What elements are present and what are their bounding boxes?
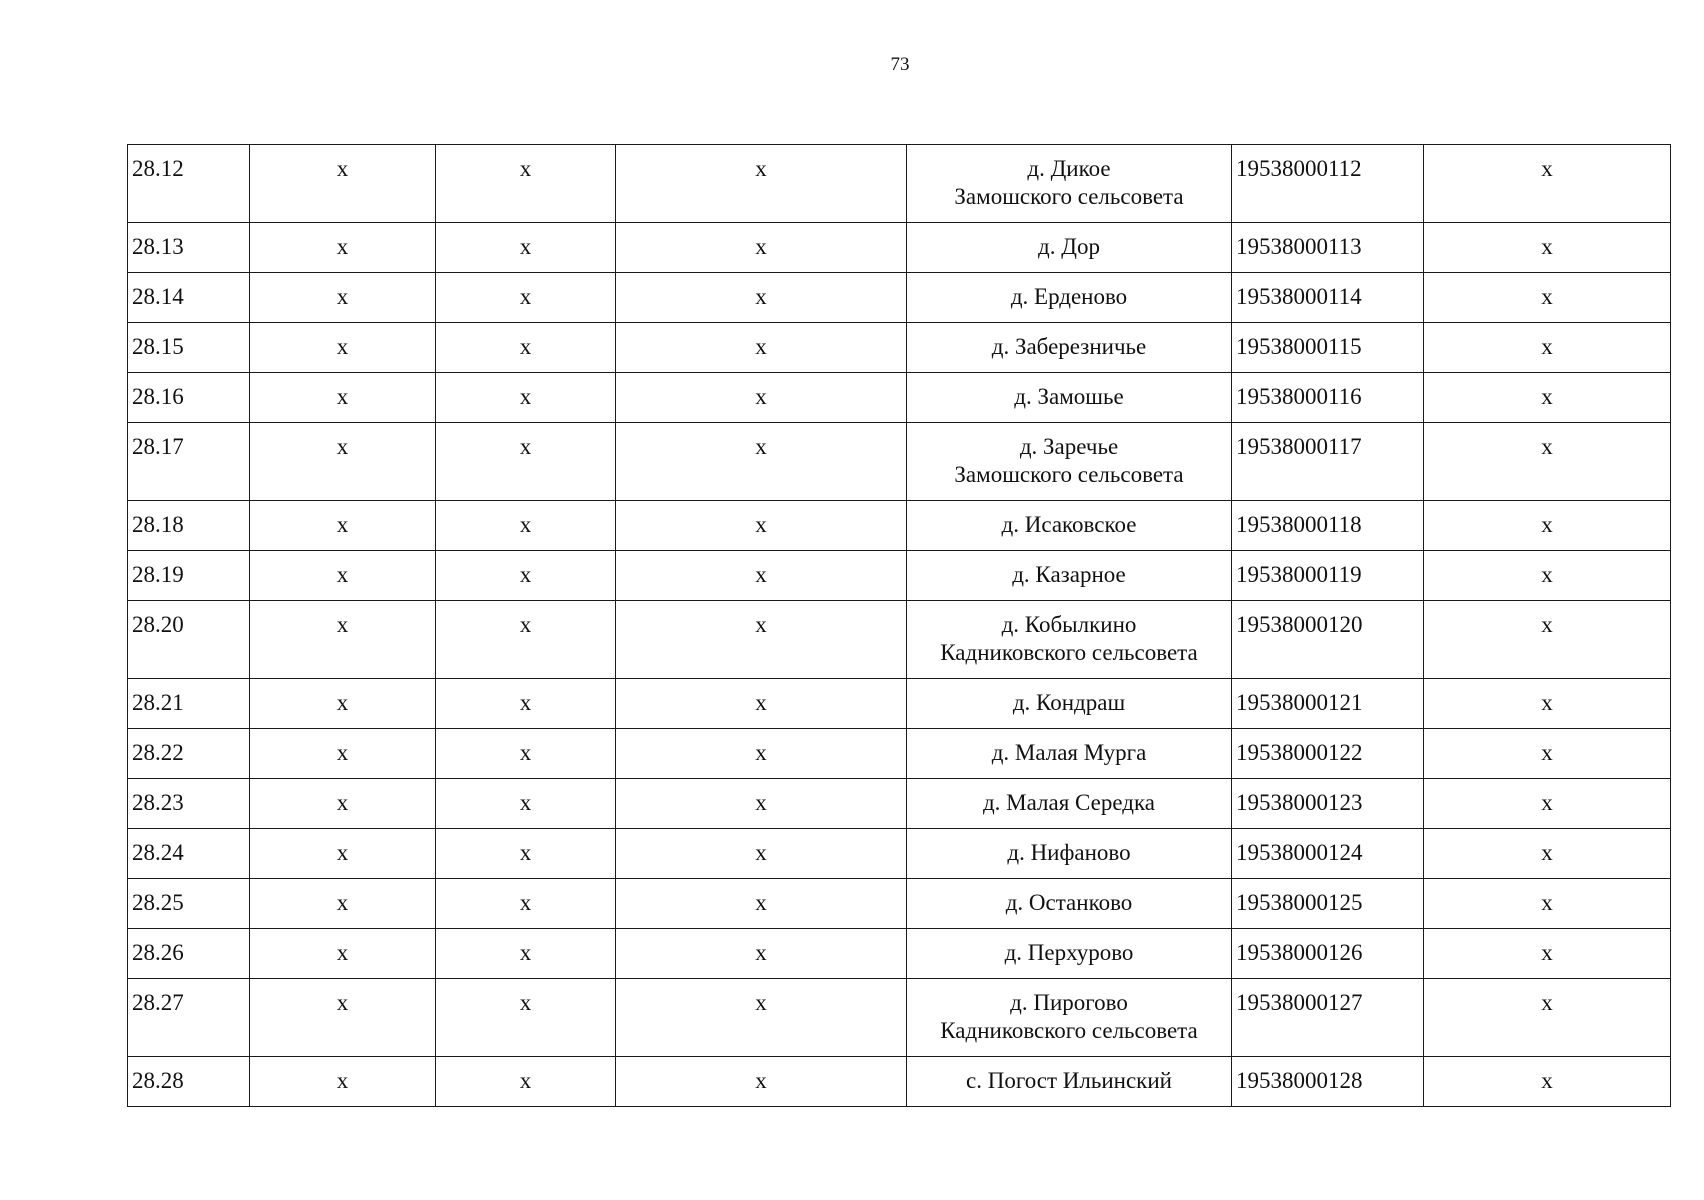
cell-x: x <box>616 551 907 601</box>
cell-x: x <box>250 879 436 929</box>
table-row <box>128 979 1671 1057</box>
cell-x: x <box>436 779 616 829</box>
cell-x: x <box>1424 551 1671 601</box>
table-row <box>128 929 1671 979</box>
settlement-name: с. Погост Ильинский <box>907 1057 1232 1107</box>
cell-x: x <box>436 679 616 729</box>
cell-x: x <box>436 273 616 323</box>
settlement-name: д. Кондраш <box>907 679 1232 729</box>
oktmo-code: 19538000116 <box>1232 373 1424 423</box>
cell-x: x <box>616 929 907 979</box>
row-number: 28.20 <box>128 601 250 679</box>
row-number: 28.23 <box>128 779 250 829</box>
oktmo-code: 19538000120 <box>1232 601 1424 679</box>
cell-x: x <box>1424 879 1671 929</box>
cell-x: x <box>436 423 616 501</box>
table-row <box>128 551 1671 601</box>
cell-x: x <box>616 679 907 729</box>
settlement-name: д. Дор <box>907 223 1232 273</box>
cell-x: x <box>436 829 616 879</box>
cell-x: x <box>436 323 616 373</box>
row-number: 28.15 <box>128 323 250 373</box>
settlement-name: д. Останково <box>907 879 1232 929</box>
row-number: 28.24 <box>128 829 250 879</box>
table-row <box>128 145 1671 223</box>
cell-x: x <box>616 323 907 373</box>
row-number: 28.18 <box>128 501 250 551</box>
cell-x: x <box>1424 779 1671 829</box>
cell-x: x <box>250 423 436 501</box>
cell-x: x <box>250 145 436 223</box>
oktmo-code: 19538000124 <box>1232 829 1424 879</box>
table-row <box>128 373 1671 423</box>
cell-x: x <box>616 829 907 879</box>
table-row <box>128 323 1671 373</box>
cell-x: x <box>250 323 436 373</box>
oktmo-code: 19538000113 <box>1232 223 1424 273</box>
oktmo-code: 19538000119 <box>1232 551 1424 601</box>
row-number: 28.22 <box>128 729 250 779</box>
oktmo-code: 19538000126 <box>1232 929 1424 979</box>
oktmo-code: 19538000127 <box>1232 979 1424 1057</box>
cell-x: x <box>1424 145 1671 223</box>
table-row <box>128 729 1671 779</box>
cell-x: x <box>250 929 436 979</box>
cell-x: x <box>250 679 436 729</box>
cell-x: x <box>616 423 907 501</box>
settlement-name-cell <box>907 979 1232 1057</box>
settlement-name: д. Перхурово <box>907 929 1232 979</box>
cell-x: x <box>436 601 616 679</box>
cell-x: x <box>250 1057 436 1107</box>
cell-x: x <box>436 879 616 929</box>
settlement-name: д. Малая Середка <box>907 779 1232 829</box>
oktmo-code: 19538000125 <box>1232 879 1424 929</box>
cell-x: x <box>1424 1057 1671 1107</box>
cell-x: x <box>1424 273 1671 323</box>
settlement-council: Замошского сельсовета <box>954 184 1184 209</box>
cell-x: x <box>1424 679 1671 729</box>
settlement-name: д. Заберезничье <box>907 323 1232 373</box>
cell-x: x <box>616 373 907 423</box>
cell-x: x <box>1424 929 1671 979</box>
cell-x: x <box>436 979 616 1057</box>
table-row <box>128 679 1671 729</box>
cell-x: x <box>1424 323 1671 373</box>
row-number: 28.26 <box>128 929 250 979</box>
table-row <box>128 779 1671 829</box>
settlement-council: Кадниковского сельсовета <box>940 1018 1198 1043</box>
settlement-name: д. Нифаново <box>907 829 1232 879</box>
cell-x: x <box>616 501 907 551</box>
table-row <box>128 829 1671 879</box>
oktmo-code: 19538000123 <box>1232 779 1424 829</box>
settlement-name: д. Ерденово <box>907 273 1232 323</box>
cell-x: x <box>616 1057 907 1107</box>
settlement-council: Замошского сельсовета <box>954 462 1184 487</box>
settlement-name: д. Дикое <box>1027 156 1111 181</box>
cell-x: x <box>436 223 616 273</box>
table-row <box>128 273 1671 323</box>
oktmo-code: 19538000117 <box>1232 423 1424 501</box>
cell-x: x <box>1424 373 1671 423</box>
settlement-name: д. Казарное <box>907 551 1232 601</box>
cell-x: x <box>250 373 436 423</box>
table-row <box>128 1057 1671 1107</box>
cell-x: x <box>1424 423 1671 501</box>
cell-x: x <box>250 779 436 829</box>
settlement-name: д. Малая Мурга <box>907 729 1232 779</box>
cell-x: x <box>250 601 436 679</box>
table-row <box>128 501 1671 551</box>
row-number: 28.14 <box>128 273 250 323</box>
row-number: 28.17 <box>128 423 250 501</box>
cell-x: x <box>436 373 616 423</box>
settlements-table <box>127 144 1671 1107</box>
oktmo-code: 19538000115 <box>1232 323 1424 373</box>
settlement-name-cell <box>907 601 1232 679</box>
cell-x: x <box>436 929 616 979</box>
table-row <box>128 601 1671 679</box>
cell-x: x <box>436 551 616 601</box>
cell-x: x <box>436 729 616 779</box>
table-body <box>128 145 1671 1107</box>
oktmo-code: 19538000121 <box>1232 679 1424 729</box>
settlement-name: д. Замошье <box>907 373 1232 423</box>
cell-x: x <box>1424 501 1671 551</box>
cell-x: x <box>616 145 907 223</box>
cell-x: x <box>250 223 436 273</box>
settlement-name: д. Пирогово <box>1010 990 1128 1015</box>
oktmo-code: 19538000122 <box>1232 729 1424 779</box>
cell-x: x <box>250 829 436 879</box>
row-number: 28.27 <box>128 979 250 1057</box>
settlement-name-cell <box>907 423 1232 501</box>
cell-x: x <box>616 729 907 779</box>
oktmo-code: 19538000118 <box>1232 501 1424 551</box>
row-number: 28.16 <box>128 373 250 423</box>
cell-x: x <box>616 601 907 679</box>
table-row <box>128 423 1671 501</box>
cell-x: x <box>616 979 907 1057</box>
cell-x: x <box>616 879 907 929</box>
cell-x: x <box>1424 979 1671 1057</box>
settlement-name-cell <box>907 145 1232 223</box>
cell-x: x <box>250 729 436 779</box>
cell-x: x <box>616 273 907 323</box>
row-number: 28.19 <box>128 551 250 601</box>
cell-x: x <box>1424 601 1671 679</box>
cell-x: x <box>1424 729 1671 779</box>
row-number: 28.21 <box>128 679 250 729</box>
row-number: 28.28 <box>128 1057 250 1107</box>
row-number: 28.12 <box>128 145 250 223</box>
cell-x: x <box>1424 829 1671 879</box>
oktmo-code: 19538000114 <box>1232 273 1424 323</box>
cell-x: x <box>250 979 436 1057</box>
row-number: 28.13 <box>128 223 250 273</box>
cell-x: x <box>1424 223 1671 273</box>
settlement-name: д. Заречье <box>1019 434 1119 459</box>
cell-x: x <box>250 501 436 551</box>
cell-x: x <box>436 145 616 223</box>
table-row <box>128 879 1671 929</box>
cell-x: x <box>250 551 436 601</box>
cell-x: x <box>436 1057 616 1107</box>
table-row <box>128 223 1671 273</box>
settlement-council: Кадниковского сельсовета <box>940 640 1198 665</box>
oktmo-code: 19538000128 <box>1232 1057 1424 1107</box>
settlement-name: д. Исаковское <box>907 501 1232 551</box>
row-number: 28.25 <box>128 879 250 929</box>
cell-x: x <box>250 273 436 323</box>
cell-x: x <box>616 779 907 829</box>
cell-x: x <box>616 223 907 273</box>
cell-x: x <box>436 501 616 551</box>
settlement-name: д. Кобылкино <box>1001 612 1137 637</box>
oktmo-code: 19538000112 <box>1232 145 1424 223</box>
page-number: 73 <box>890 54 910 75</box>
